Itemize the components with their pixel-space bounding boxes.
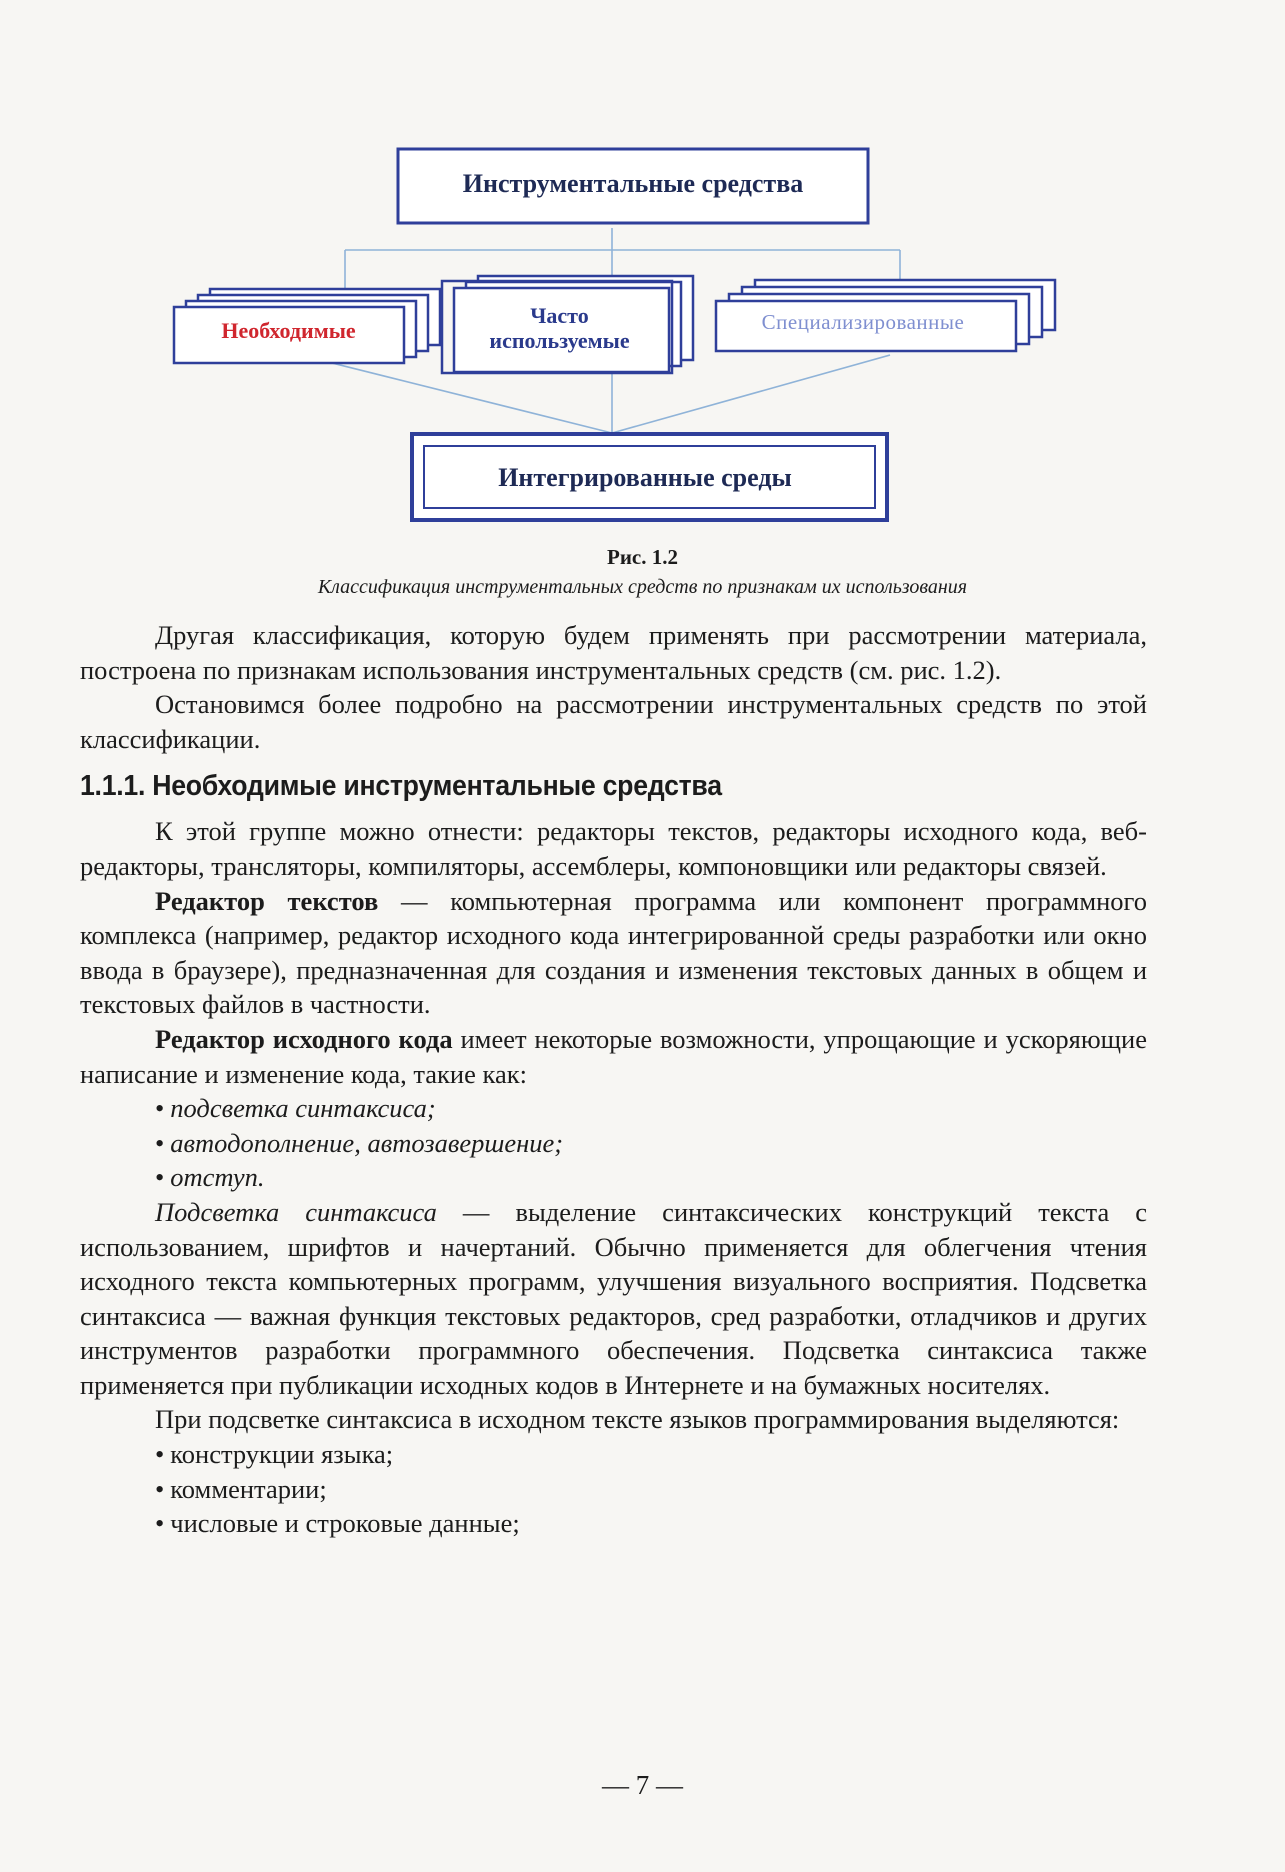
definition-text-editor: — компьютерная программа или компонент программного комплекса (например, редактор исходного кода интегрированной среды разработки или окно ввода в браузере), предназначенная для создания и изменения текстовых данных в общем и текстовых файлов в частности. xyxy=(80,885,1147,1020)
specialized-label: Специализированные xyxy=(761,309,965,334)
term-source-editor: Редактор исходного кода xyxy=(155,1023,453,1054)
section-heading: 1.1.1. Необходимые инструментальные средства xyxy=(80,770,722,803)
top-box-label: Инструментальные средства xyxy=(462,169,804,199)
classification-diagram xyxy=(0,0,1285,540)
paragraph-source-editor xyxy=(80,1022,1147,1091)
page-number: — 7 — xyxy=(602,1770,683,1800)
list-item: • отступ. xyxy=(80,1160,1147,1195)
list-item: • подсветка синтаксиса; xyxy=(80,1091,1147,1126)
paragraph: Другая классификация, которую будем применять при рассмотрении материала, построена по признакам использования инструментальных средств (см. рис. 1.2). xyxy=(80,620,1147,685)
figure-caption-number: Рис. 1.2 xyxy=(607,545,678,569)
term-syntax-highlighting: Подсветка синтаксиса xyxy=(155,1196,437,1227)
list-item: • комментарии; xyxy=(80,1472,1147,1507)
frequent-label xyxy=(452,288,667,368)
paragraph: Остановимся более подробно на рассмотрении инструментальных средств по этой классификации. xyxy=(80,689,1147,754)
list-item: • конструкции языка; xyxy=(80,1437,1147,1472)
list-item: • числовые и строковые данные; xyxy=(80,1506,1147,1541)
list-item: • автодополнение, автозавершение; xyxy=(80,1126,1147,1161)
paragraph-syntax-highlighting xyxy=(80,1195,1147,1403)
definition-syntax-highlighting: — выделение синтаксических конструкций текста с использованием, шрифтов и начертаний. Обычно применяется для облегчения чтения исходного текста компьютерных программ, улучшения визуального восприятия. Подсветка синтаксиса — важная функция текстовых редакторов, сред разработки, отладчиков и других инструментов разработки программного обеспечения. Подсветка синтаксиса также применяется при публикации исходных кодов в Интернете и на бумажных носителях. xyxy=(80,1196,1148,1400)
paragraph: При подсветке синтаксиса в исходном тексте языков программирования выделяются: xyxy=(155,1404,1120,1435)
paragraph-text-editor xyxy=(80,884,1147,1022)
frequent-label-line1: Часто xyxy=(530,302,589,328)
highlighted-elements-list xyxy=(80,1437,1147,1541)
paragraph: К этой группе можно отнести: редакторы текстов, редакторы исходного кода, веб-редакторы, трансляторы, компиляторы, ассемблеры, компоновщики или редакторы связей. xyxy=(80,816,1147,881)
term-text-editor: Редактор текстов xyxy=(155,885,379,916)
necessary-label: Необходимые xyxy=(221,318,356,344)
body-text xyxy=(80,618,1147,1541)
definition-source-editor: имеет некоторые возможности, упрощающие и ускоряющие написание и изменение кода, такие как: xyxy=(80,1023,1147,1089)
bottom-box-label: Интегрированные среды xyxy=(498,463,792,493)
editor-features-list xyxy=(80,1091,1147,1195)
frequent-label-line2: используемые xyxy=(489,328,630,353)
figure-caption-text: Классификация инструментальных средств по признакам их использования xyxy=(317,576,968,598)
